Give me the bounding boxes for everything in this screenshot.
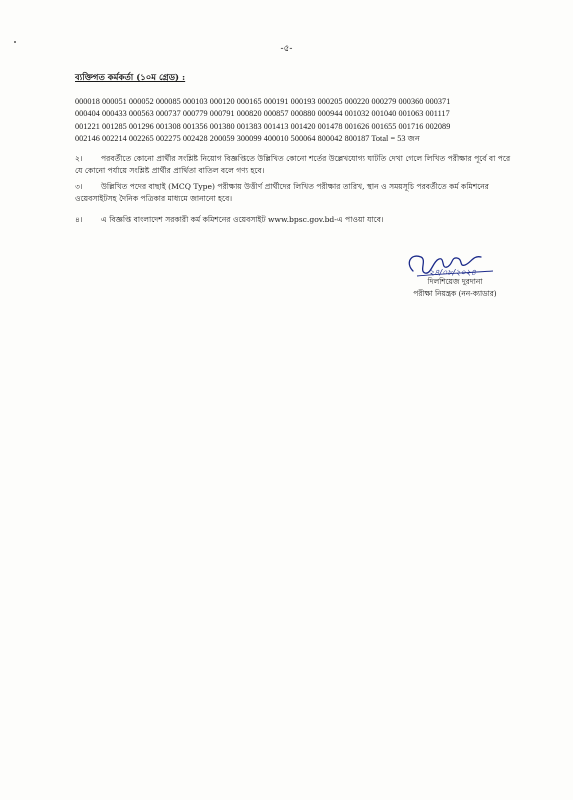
signature-block (385, 249, 525, 301)
page-number: -৫- (280, 44, 293, 54)
paragraph-2 (75, 153, 513, 177)
handwritten-signature (395, 249, 515, 279)
roll-line: 002146 002214 002265 002275 002428 200059 300099 400010 500064 800042 800187 Total = 53 জন (75, 134, 420, 144)
paragraph-text: এ বিজ্ঞপ্তি বাংলাদেশ সরকারী কর্ম কমিশনের ওয়েবসাইট www.bpsc.gov.bd-এ পাওয়া যাবে। (101, 215, 384, 224)
paragraph-text: উল্লিখিত পদের বাছাই (MCQ Type) পরীক্ষায় উত্তীর্ণ প্রার্থীদের লিখিত পরীক্ষার তারিখ, স্থান ও সময়সূচি পরবর্তীতে কর্ম কমিশনের ওয়েবসাইটসহ দৈনিক পত্রিকার মাধ্যমে জানানো হবে। (75, 182, 489, 203)
paragraph-number: ২। (75, 154, 83, 163)
roll-line: 001221 001285 001296 001308 001356 001380 001383 001413 001420 001478 001626 001655 001716 002089 (75, 121, 451, 131)
paragraph-text: পরবর্তীতে কোনো প্রার্থীর সংশ্লিষ্ট নিয়োগ বিজ্ঞপ্তিতে উল্লিখিত কোনো শর্তের উল্লেখযোগ্য ঘাটতি দেখা গেলে লিখিত পরীক্ষার পূর্বে বা পরে যে কোনো পর্যায়ে সংশ্লিষ্ট প্রার্থীর প্রার্থিতা বাতিল বলে গণ্য হবে। (75, 154, 511, 175)
signature-date: ২৪/০৮/২০২৪ (429, 268, 476, 277)
roll-line: 000404 000433 000563 000737 000779 000791 000820 000857 000880 000944 001032 001040 001063 001117 (75, 109, 450, 119)
paragraph-number: ৩। (75, 182, 83, 191)
paragraph-4 (75, 214, 513, 226)
signatory-name: দিলশিয়েজ দুরদানা (427, 277, 483, 286)
roll-line: 000018 000051 000052 000085 000103 000120 000165 000191 000193 000205 000220 000279 000360 000371 (75, 97, 451, 106)
section-title: ব্যক্তিগত কর্মকর্তা (১০ম গ্রেড) : (75, 73, 186, 83)
roll-number-list (75, 96, 515, 146)
paragraph-number: ৪। (75, 215, 83, 224)
signatory-title: পরীক্ষা নিয়ন্ত্রক (নন-ক্যাডার) (413, 289, 497, 298)
paragraph-3 (75, 181, 513, 205)
